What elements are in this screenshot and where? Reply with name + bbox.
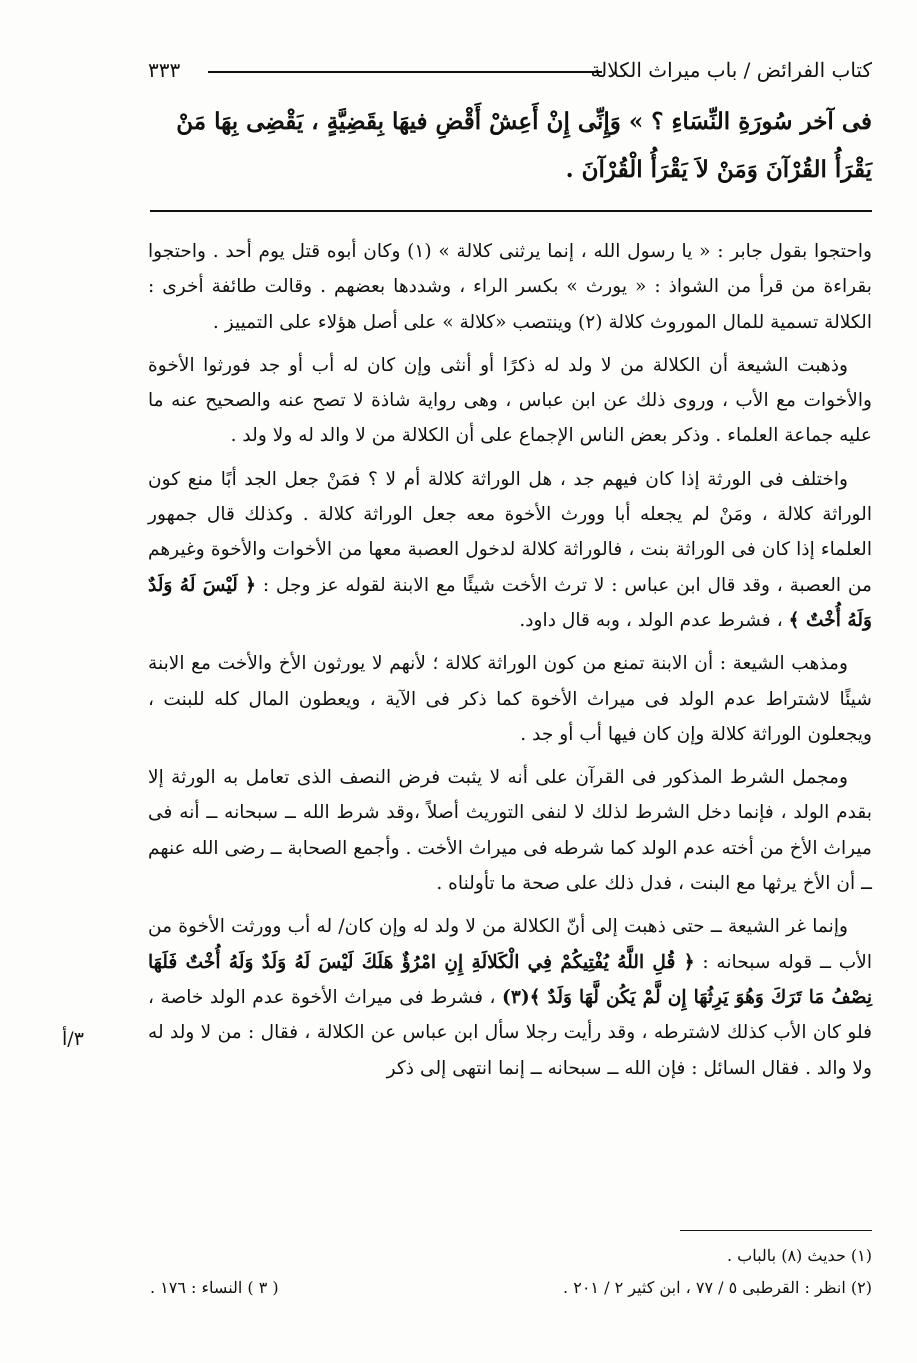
- quran-verse-2: ﴿ قُلِ اللَّهُ يُفْتِيكُمْ فِي الْكَلالَةِ إِنِ امْرُؤٌ هَلَكَ لَيْسَ لَهُ وَلَدٌ وَلَهُ أُخْتٌ فَلَهَا نِصْفُ مَا تَرَكَ وَهُوَ يَرِثُهَا إِن لَّمْ يَكُن لَّهَا وَلَدٌ ﴾(٣): [148, 951, 872, 1008]
- paragraph-3-text: واختلف فى الورثة إذا كان فيهم جد ، هل الوراثة كلالة أم لا ؟ فمَنْ جعل الجد أبًا منع كون الوراثة كلالة ، ومَنْ لم يجعله أبا وورث الأخوة معه جعل الوراثة كلالة . وكذلك قال جمهور العلماء إذا كان فى الوراثة بنت ، فالوراثة كلالة لدخول العصبة معها من الأخوات والأخوة وغيرهم من العصبة ، وقد قال ابن عباس : لا ترث الأخت شيئًا مع الابنة لقوله عز وجل :: [148, 468, 872, 596]
- footnote-3: ( ٣ ) النساء : ١٧٦ .: [150, 1278, 279, 1297]
- paragraph-2: وذهبت الشيعة أن الكلالة من لا ولد له ذكرًا أو أنثى وإن كان له أب أو جد فورثوا الأخوة والأخوات مع الأب ، وروى ذلك عن ابن عباس ، وهى رواية شاذة لا تصح عنه والصحيح عنه ما عليه جماعة العلماء . وذكر بعض الناس الإجماع على أن الكلالة من لا والد له ولا ولد .: [148, 354, 872, 447]
- paragraph-4: ومذهب الشيعة : أن الابنة تمنع من كون الوراثة كلالة ؛ لأنهم لا يورثون الأخ والأخت مع الابنة شيئًا لاشتراط عدم الولد فى ميراث الأخوة كما ذكر فى الآية ، ويعطون المال كله للبنت ، ويجعلون الوراثة كلالة وإن كان فيها أب أو جد .: [148, 653, 872, 745]
- paragraph-5: ومجمل الشرط المذكور فى القرآن على أنه لا يثبت فرض النصف الذى تعامل به الورثة إلا بقدم الولد ، فإنما دخل الشرط لذلك لا لنفى التوريث أصلاً ،وقد شرط الله ــ سبحانه ــ أنه فى ميراث الأخ من أخته عدم الولد كما شرطه فى ميراث الأخت . وأجمع الصحابة ــ رضى الله عنهم ــ أن الأخ يرثها مع البنت ، فدل ذلك على صحة ما تأولناه .: [148, 767, 872, 895]
- quran-verse-1: ﴿ لَيْسَ لَهُ وَلَدٌ وَلَهُ أُخْتٌ ﴾: [148, 574, 872, 631]
- main-text: [148, 234, 872, 1094]
- footnote-rule: [680, 1230, 872, 1231]
- manuscript-folio-note: ٣/أ: [62, 1028, 84, 1050]
- footnote-1: (١) حديث (٨) بالباب .: [726, 1246, 872, 1265]
- paragraph-6-text: وإنما غر الشيعة ــ حتى ذهبت إلى أنّ الكلالة من لا ولد له وإن كان/ له أب وورثت الأخوة من الأب ــ قوله سبحانه :: [148, 916, 872, 973]
- paragraph-3-tail: ، فشرط عدم الولد ، وبه قال داود.: [519, 609, 783, 631]
- footnotes: [150, 1240, 872, 1304]
- chapter-title: كتاب الفرائض / باب ميراث الكلالة: [590, 58, 872, 82]
- running-header: [148, 58, 872, 92]
- header-rule: [208, 71, 602, 73]
- footnote-row: [150, 1272, 872, 1304]
- footnote-2: (٢) انظر : القرطبى ٥ / ٧٧ ، ابن كثير ٢ / ٢٠١ .: [563, 1278, 872, 1297]
- paragraph-1: واحتجوا بقول جابر : « يا رسول الله ، إنما يرثنى كلالة » (١) وكان أبوه قتل يوم أحد . واحتجوا بقراءة من قرأ من الشواذ : « يورث » بكسر الراء ، وشددها بعضهم . وقالت طائفة أخرى : الكلالة تسمية للمال الموروث كلالة (٢) وينتصب «كلالة » على أصل هؤلاء على التمييز .: [148, 241, 872, 333]
- paragraph-6-tail: ، فشرط فى ميراث الأخوة عدم الولد خاصة ، فلو كان الأب كذلك لاشترطه ، وقد رأيت رجلا سأل ابن عباس عن الكلالة ، فقال : من لا ولد له ولا والد . فقال السائل : فإن الله ــ سبحانه ــ إنما انتهى إلى ذكر: [148, 986, 872, 1079]
- page-number: ٣٣٣: [148, 58, 181, 82]
- hadith-text: فى آخر سُورَةِ النِّسَاءِ ؟ » وَإِنِّى إِنْ أَعِشْ أَقْضِ فيهَا بِقَضِيَّةٍ ، يَقْضِى بِهَا مَنْ يَقْرَأُ القُرْآنَ وَمَنْ لاَ يَقْرَأُ الْقُرْآنَ .: [176, 108, 872, 183]
- paragraph-3: [148, 462, 872, 638]
- paragraph-6: [148, 909, 872, 1085]
- section-divider: [150, 210, 872, 212]
